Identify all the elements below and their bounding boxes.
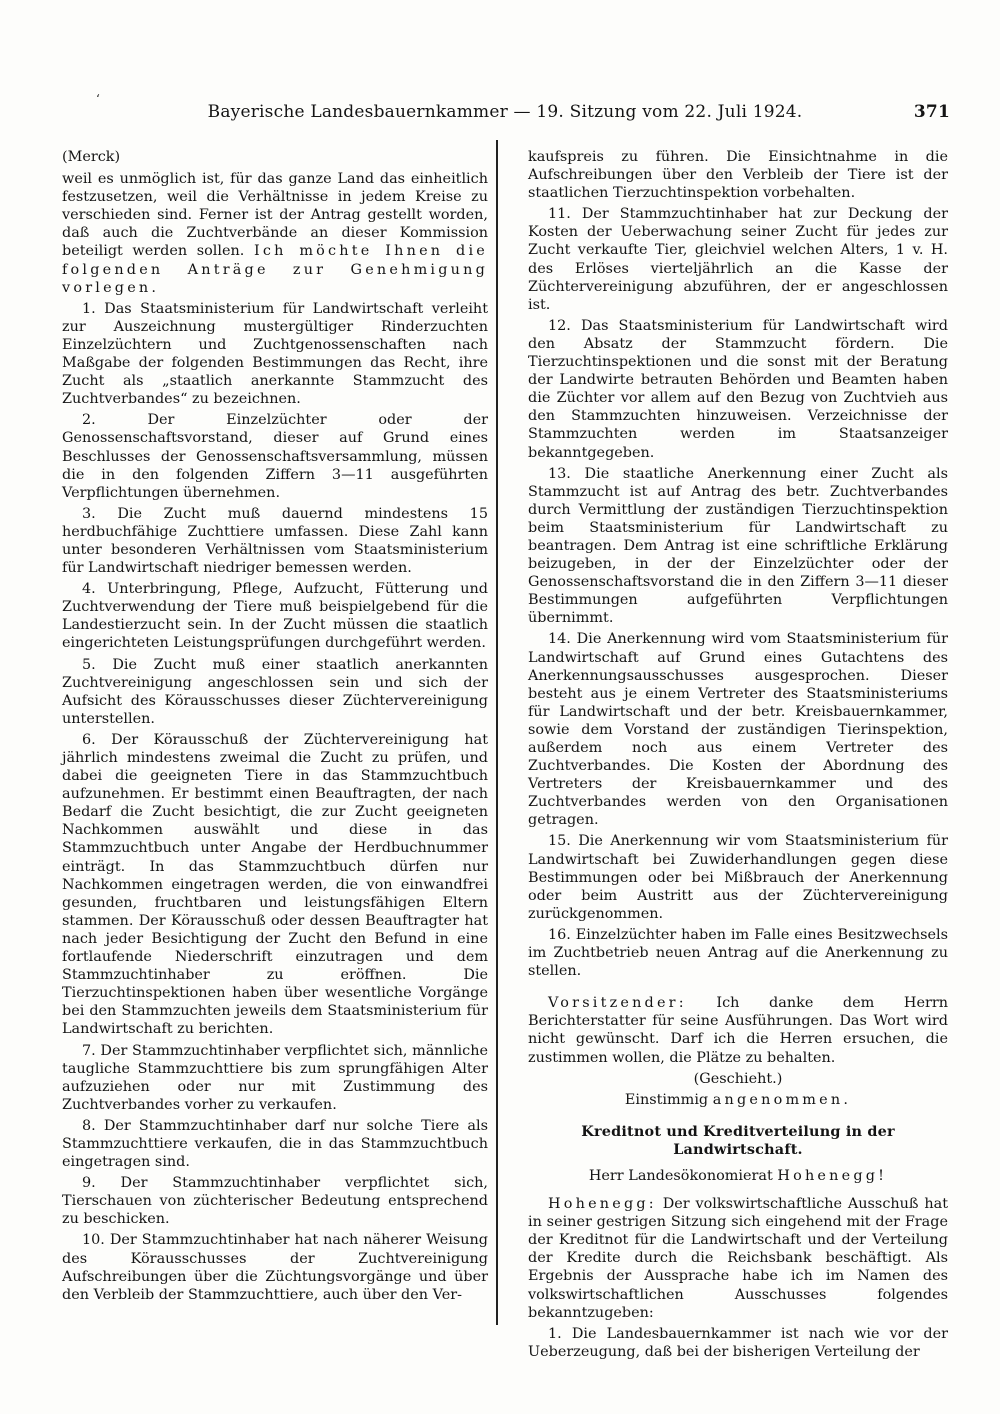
chair-speaker: Vorsitzender:: [548, 995, 687, 1012]
list-item: 16. Einzelzüchter haben im Falle eines Besitzwechsels im Zuchtbetrieb neuen Antrag auf die Anerkennung zu stellen.: [528, 926, 948, 980]
speech-text: Der volkswirtschaftliche Ausschuß hat in seiner gestrigen Sitzung sich eingehend mit der Frage der Kreditnot für die Landwirtschaft und der Verteilung der Kredite durch die Reichsbank beschäftigt. Als Ergebnis der Aussprache habe ich im Namen des volkswirtschaftlichen Ausschusses folgendes bekanntzugeben:: [528, 1196, 948, 1321]
margin-mark: ‘: [96, 92, 101, 106]
list-item: 11. Der Stammzuchtinhaber hat zur Deckung der Kosten der Ueberwachung seiner Zucht für jedes zur Zucht verkaufte Tier, gleichviel welchen Alters, 1 v. H. des Erlöses vierteljährlich an die Kasse der Züchtervereinigung abzuführen, der er angeschlossen ist.: [528, 206, 948, 313]
column-divider: [496, 140, 498, 1325]
list-item: 12. Das Staatsministerium für Landwirtschaft wird den Absatz der Stammzucht fördern. Die Tierzuchtinspektionen und die sonst mit der Beratung der Landwirte betrauten Behörden und Beamten haben die Züchter vor allem auf den Bezug von Zuchtvieh aus den Stammzuchten hinzuweisen. Verzeichnisse der Stammzuchten werden im Staatsanzeiger bekanntgegeben.: [528, 317, 948, 461]
intro-text: weil es unmöglich ist, für das ganze Land das einheitlich festzusetzen, weil die Verhältnisse in jedem Kreise zu verschieden sind. Ferner ist der Antrag gestellt worden, daß auch die Zuchtverbände an dieser Kommission beteiligt werden sollen.: [62, 171, 488, 260]
speech-paragraph: [528, 1195, 948, 1322]
event-note: (Geschieht.): [693, 1070, 783, 1087]
list-item: 6. Der Körausschuß der Züchtervereinigung hat jährlich mindestens zweimal die Zucht zu prüfen, und dabei die geeigneten Tiere in das Stammzuchtbuch aufzunehmen. Er bestimmt einen Beauftragten, der nach Bedarf die Zucht besichtigt, die zur Zucht geeigneten Nachkommen auswählt und diese in das Stammzuchtbuch unter Angabe der Herdbuchnummer einträgt. In das Stammzuchtbuch dürfen nur Nachkommen eingetragen werden, die von einwandfrei gesunden, fruchtbaren und leistungsfähigen Eltern stammen. Der Körausschuß oder dessen Beauftragter hat nach jeder Besichtigung der Zucht den Befund in eine fortlaufende Niederschrift einzutragen und dem Stammzuchtinhaber zu eröffnen. Die Tierzuchtinspektionen haben über wesentliche Vorgänge bei den Stammzuchten jeweils dem Staatsministerium für Landwirtschaft zu berichten.: [62, 731, 488, 1038]
running-header: [60, 92, 950, 130]
continuation-paragraph: kaufspreis zu führen. Die Einsichtnahme in die Aufschreibungen über den Verbleib der Tiere ist der staatlichen Tierzuchtinspektion vorbehalten.: [528, 149, 948, 202]
speaker-label: (Merck): [62, 149, 121, 165]
list-item: 3. Die Zucht muß dauernd mindestens 15 herdbuchfähige Zuchttiere umfassen. Diese Zahl kann unter besonderen Verhältnissen vom Staatsministerium für Landwirtschaft niedriger bemessen werden.: [62, 505, 488, 577]
section-heading: Kreditnot und Kreditverteilung in der Landwirtschaft.: [581, 1122, 895, 1158]
vote-result-spaced: angenommen.: [712, 1091, 852, 1108]
rapporteur-prefix: Herr Landesökonomierat: [588, 1167, 773, 1184]
intro-spaced-text: Ich möchte Ihnen die folgenden Anträge zur Genehmigung vorlegen.: [62, 243, 488, 296]
list-item: 9. Der Stammzuchtinhaber verpflichtet sich, Tierschauen von züchterischer Bedeutung entsprechend zu beschicken.: [62, 1175, 488, 1228]
list-item: 13. Die staatliche Anerkennung einer Zucht als Stammzucht ist auf Antrag des betr. Zuchtverbandes durch Vermittlung der zuständigen Tierzuchtinspektion beim Staatsministerium für Landwirtschaft zu beantragen. Dem Antrag ist eine schriftliche Erklärung beizugeben, in der der Einzelzüchter oder der Genossenschaftsvorstand die in den Ziffern 3—11 dieser Bestimmungen aufgeführten Verpflichtungen übernimmt.: [528, 465, 948, 627]
speech-speaker: Hohenegg:: [548, 1196, 657, 1213]
list-item: 14. Die Anerkennung wird vom Staatsministerium für Landwirtschaft auf Grund eines Gutachtens des Anerkennungsausschusses ausgesprochen. Dieser besteht aus je einem Vertreter des Staatsministeriums für Landwirtschaft und der betr. Kreisbauernkammer, sowie dem Vorstand der zuständigen Tierinspektion, außerdem noch aus einem Vertreter des Zuchtverbandes. Die Kosten der Abordnung des Vertreters der Kreisbauernkammer und des Zuchtverbandes werden von den Organisationen getragen.: [528, 631, 948, 829]
list-item: 1. Die Landesbauernkammer ist nach wie vor der Ueberzeugung, daß bei der bisherigen Verteilung der: [528, 1325, 948, 1360]
intro-paragraph: [62, 170, 488, 297]
list-item: 8. Der Stammzuchtinhaber darf nur solche Tiere als Stammzuchttiere verkaufen, die in das Stammzuchtbuch eingetragen sind.: [62, 1117, 488, 1171]
list-item: 5. Die Zucht muß einer staatlich anerkannten Zuchtvereinigung angeschlossen sein und sich der Aufsicht des Körausschusses dieser Züchtervereinigung unterstellen.: [62, 656, 488, 727]
vote-result: [528, 1091, 948, 1109]
chair-remark: [528, 994, 948, 1066]
header-title: Bayerische Landesbauernkammer — 19. Sitzung vom 22. Juli 1924.: [207, 102, 803, 122]
chair-text: Ich danke dem Herrn Berichterstatter für seine Ausführungen. Das Wort wird nicht gewünscht. Darf ich die Herren ersuchen, die zustimmen wollen, die Plätze zu behalten.: [528, 995, 949, 1066]
rapporteur-name: Hohenegg!: [777, 1167, 888, 1184]
list-item: 7. Der Stammzuchtinhaber verpflichtet sich, männliche taugliche Stammzuchttiere bis zum sprungfähigen Alter aufzuziehen oder nur mit Zustimmung des Zuchtverbandes vorher zu verkaufen.: [62, 1042, 488, 1113]
list-item: 4. Unterbringung, Pflege, Aufzucht, Fütterung und Zuchtverwendung der Tiere muß beispielgebend für die Landestierzucht sein. In der Zucht müssen die staatlich eingerichteten Leistungsprüfungen durchgeführt werden.: [62, 581, 488, 652]
right-column: [528, 148, 948, 1361]
list-item: 10. Der Stammzuchtinhaber hat nach näherer Weisung des Körausschusses der Zuchtvereinigung Aufschreibungen über die Züchtungsvorgänge und über den Verbleib der Stammzuchttiere, auch über den Ver-: [62, 1232, 488, 1303]
rapporteur-line: [528, 1167, 948, 1185]
list-item: 15. Die Anerkennung wir vom Staatsministerium für Landwirtschaft bei Zuwiderhandlungen gegen diese Bestimmungen oder bei Mißbrauch der Anerkennung oder beim Austritt aus der Züchtervereinigung zurückgenommen.: [528, 833, 948, 922]
vote-result-prefix: Einstimmig: [624, 1091, 709, 1108]
page-number: 371: [913, 102, 950, 122]
list-item: 2. Der Einzelzüchter oder der Genossenschaftsvorstand, dieser auf Grund eines Beschlusses der Genossenschaftsversammlung, müssen die in den folgenden Ziffern 3—11 ausgeführten Verpflichtungen übernehmen.: [62, 412, 488, 501]
list-item: 1. Das Staatsministerium für Landwirtschaft verleiht zur Auszeichnung mustergültiger Rinderzuchten Einzelzüchtern und Zuchtgenossenschaften nach Maßgabe der folgenden Bestimmungen das Recht, ihre Zucht als „staatlich anerkannte Stammzucht des Zuchtverbandes“ zu bezeichnen.: [62, 300, 488, 408]
left-column: [62, 148, 488, 1304]
